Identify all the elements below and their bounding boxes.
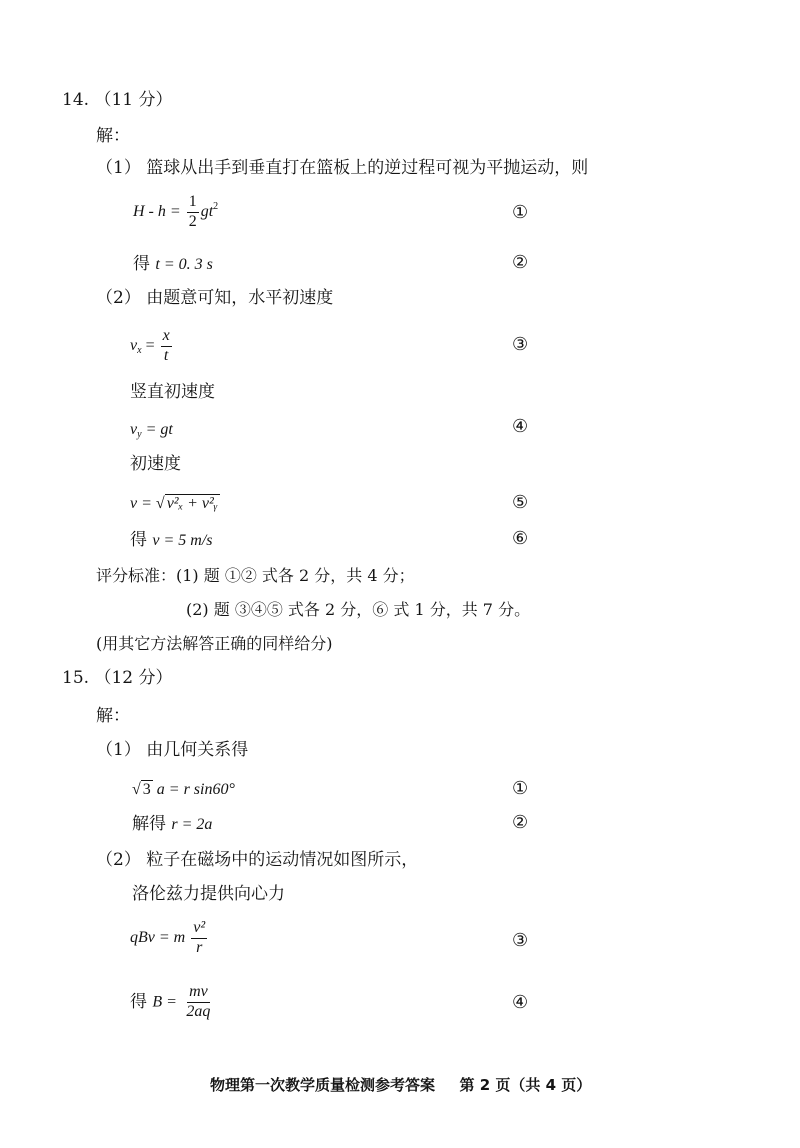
q14-part1 xyxy=(96,160,588,177)
q15-eq1 xyxy=(132,780,235,799)
q15-eq2-text: 解得 xyxy=(132,814,166,834)
q15-number: 15. xyxy=(62,668,90,688)
q15-eq3-lhs: qBv = m xyxy=(130,928,186,946)
q15-eq2-mark: ② xyxy=(512,812,529,833)
q14-number: 14. xyxy=(62,90,90,110)
q15-eq3-den: r xyxy=(196,938,203,956)
q15-eq4-den: 2aq xyxy=(186,1002,211,1020)
q14-part1-text: 篮球从出手到垂直打在篮板上的逆过程可视为平抛运动，则 xyxy=(146,158,589,178)
q14-scoring-note: (用其它方法解答正确的同样给分) xyxy=(96,634,333,653)
q14-part2-label: （2） xyxy=(96,288,141,308)
q14-eq4 xyxy=(130,422,173,440)
footer-title: 物理第一次教学质量检测参考答案 xyxy=(210,1076,436,1094)
q15-eq1-rest: a = r sin60° xyxy=(156,781,235,798)
q15-part2-label: （2） xyxy=(96,850,141,870)
q15-eq3-num: v² xyxy=(191,920,207,939)
q15-eq1-radicand: 3 xyxy=(142,781,151,798)
q15-part1-text: 由几何关系得 xyxy=(146,740,249,760)
q15-part2 xyxy=(96,852,418,869)
q14-initial-label: 初速度 xyxy=(130,454,181,474)
q14-eq4-mark: ④ xyxy=(512,416,529,437)
q15-part1 xyxy=(96,742,248,759)
q14-eq3-den: t xyxy=(163,346,169,364)
q15-eq3-fraction xyxy=(191,920,207,957)
q14-eq1-num: 1 xyxy=(187,194,199,213)
q14-eq6-mark: ⑥ xyxy=(512,528,529,549)
q14-eq3-lhs: v xyxy=(130,336,138,354)
q14-eq5 xyxy=(130,494,220,513)
q14-eq3-num: x xyxy=(161,328,172,347)
q14-eq5-radicand: v²ₓ + v²ᵧ xyxy=(166,495,218,512)
q14-eq2-text: 得 xyxy=(133,254,150,274)
q15-part2-text: 粒子在磁场中的运动情况如图所示， xyxy=(146,850,419,870)
q15-eq3 xyxy=(130,920,209,957)
q14-eq6 xyxy=(130,532,213,549)
q14-eq3 xyxy=(130,328,174,365)
q14-part1-label: （1） xyxy=(96,158,141,178)
q15-part1-label: （1） xyxy=(96,740,141,760)
q15-solution-label: 解： xyxy=(96,706,130,726)
q14-eq4-sub: y xyxy=(137,429,142,440)
q15-force-text: 洛伦兹力提供向心力 xyxy=(132,884,285,904)
q14-scoring-line2: (2) 题 ③④⑤ 式各 2 分，⑥ 式 1 分，共 7 分。 xyxy=(186,600,531,619)
q14-eq1-exp: 2 xyxy=(213,200,219,212)
q15-eq4-mark: ④ xyxy=(512,992,529,1013)
q15-eq2 xyxy=(132,816,212,833)
sqrt-icon: √ xyxy=(132,781,141,798)
q14-eq3-mark: ③ xyxy=(512,334,529,355)
q14-eq3-sub: x xyxy=(137,344,142,356)
q14-heading xyxy=(62,92,173,109)
q14-eq6-expr: v = 5 m/s xyxy=(152,532,213,549)
sqrt-icon: √ xyxy=(155,495,165,512)
q15-eq4-num: mv xyxy=(187,984,210,1003)
q15-eq4-text: 得 xyxy=(130,991,147,1012)
q15-points: （12 分） xyxy=(94,668,173,688)
q15-eq1-mark: ① xyxy=(512,778,529,799)
q15-eq3-mark: ③ xyxy=(512,930,529,951)
q14-eq4-rhs: = gt xyxy=(145,421,173,438)
page-footer xyxy=(210,1078,591,1093)
q15-eq4-fraction xyxy=(184,984,212,1021)
q14-eq1-mark: ① xyxy=(512,202,529,223)
q14-eq2-expr: t = 0. 3 s xyxy=(155,256,213,273)
q14-part2 xyxy=(96,290,333,307)
q15-eq4-lhs: B = xyxy=(152,993,177,1011)
q14-eq2 xyxy=(133,256,213,273)
q14-eq1-fraction xyxy=(187,194,199,231)
q14-solution-label: 解： xyxy=(96,126,130,146)
q14-eq3-eq: = xyxy=(145,336,155,354)
q14-part2-text: 由题意可知，水平初速度 xyxy=(146,288,334,308)
q14-eq1-lhs: H - h = xyxy=(133,202,181,220)
q14-eq2-mark: ② xyxy=(512,252,529,273)
q14-eq6-text: 得 xyxy=(130,530,147,550)
q14-eq1-rhs: gt xyxy=(200,202,214,220)
q14-vertical-label: 竖直初速度 xyxy=(130,382,215,402)
q14-eq1-den: 2 xyxy=(188,212,197,230)
q15-eq4 xyxy=(130,984,214,1021)
q14-points: （11 分） xyxy=(94,90,173,110)
q14-eq5-mark: ⑤ xyxy=(512,492,529,513)
q14-eq1 xyxy=(133,194,218,231)
q14-eq5-lhs: v = xyxy=(130,495,152,512)
q14-eq3-fraction xyxy=(161,328,172,365)
q15-heading xyxy=(62,670,173,687)
footer-page: 第 2 页（共 4 页） xyxy=(459,1076,592,1094)
q14-eq4-lhs: v xyxy=(130,421,138,438)
q15-eq2-expr: r = 2a xyxy=(171,816,213,833)
q14-scoring-line1: 评分标准：(1) 题 ①② 式各 2 分，共 4 分； xyxy=(96,566,415,585)
